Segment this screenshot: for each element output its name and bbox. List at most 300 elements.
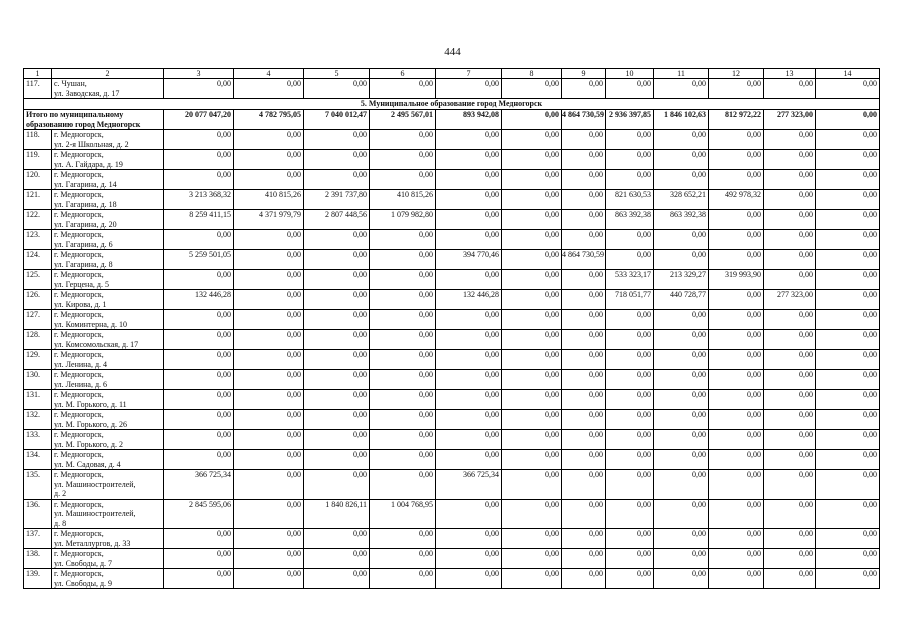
table-row	[24, 190, 880, 210]
amount-cell: 0,00	[816, 549, 880, 569]
row-index: 138.	[24, 549, 52, 569]
amount-cell: 0,00	[304, 549, 370, 569]
address-line: г. Медногорск,	[54, 430, 104, 439]
amount-cell: 0,00	[502, 250, 562, 270]
amount-cell: 0,00	[764, 230, 816, 250]
amount-cell: 0,00	[562, 79, 606, 99]
amount-cell: 0,00	[654, 549, 709, 569]
amount-cell: 4 864 730,59	[562, 250, 606, 270]
amount-cell: 0,00	[562, 150, 606, 170]
amount-cell: 0,00	[436, 210, 502, 230]
row-index: 134.	[24, 450, 52, 470]
amount-cell: 5 259 501,05	[164, 250, 234, 270]
amount-cell: 8 259 411,15	[164, 210, 234, 230]
address-line: г. Медногорск,	[54, 569, 104, 578]
amount-cell: 0,00	[234, 450, 304, 470]
amount-cell: 0,00	[436, 569, 502, 589]
amount-cell: 0,00	[370, 450, 436, 470]
amount-cell: 0,00	[234, 390, 304, 410]
amount-cell: 0,00	[606, 250, 654, 270]
amount-cell: 0,00	[436, 430, 502, 450]
amount-cell: 0,00	[764, 310, 816, 330]
amount-cell: 0,00	[764, 569, 816, 589]
amount-cell: 492 978,32	[709, 190, 764, 210]
amount-cell: 0,00	[436, 370, 502, 390]
amount-cell: 0,00	[709, 569, 764, 589]
amount-cell: 1 840 826,11	[304, 499, 370, 529]
amount-cell: 0,00	[764, 79, 816, 99]
address-line: г. Медногорск,	[54, 499, 104, 509]
amount-cell: 366 725,34	[164, 470, 234, 500]
amount-cell: 0,00	[709, 430, 764, 450]
amount-cell: 0,00	[436, 170, 502, 190]
column-number: 12	[709, 69, 764, 79]
address-line: г. Медногорск,	[54, 310, 104, 319]
amount-cell: 0,00	[816, 250, 880, 270]
amount-cell: 0,00	[709, 150, 764, 170]
amount-cell: 0,00	[234, 250, 304, 270]
total-amount-cell: 7 040 012,47	[304, 110, 370, 130]
total-amount-cell: 277 323,00	[764, 110, 816, 130]
amount-cell: 0,00	[370, 390, 436, 410]
amount-cell: 0,00	[370, 430, 436, 450]
amount-cell: 0,00	[562, 230, 606, 250]
amount-cell: 0,00	[764, 270, 816, 290]
amount-cell: 0,00	[436, 79, 502, 99]
amount-cell: 0,00	[370, 350, 436, 370]
table-row	[24, 390, 880, 410]
amount-cell: 0,00	[304, 230, 370, 250]
amount-cell: 0,00	[234, 270, 304, 290]
amount-cell: 0,00	[654, 150, 709, 170]
amount-cell: 0,00	[764, 450, 816, 470]
amount-cell: 0,00	[562, 330, 606, 350]
amount-cell: 0,00	[709, 370, 764, 390]
amount-cell: 0,00	[562, 499, 606, 529]
amount-cell: 0,00	[234, 150, 304, 170]
amount-cell: 0,00	[436, 130, 502, 150]
amount-cell: 0,00	[654, 330, 709, 350]
amount-cell: 319 993,90	[709, 270, 764, 290]
amount-cell: 0,00	[654, 410, 709, 430]
column-number: 7	[436, 69, 502, 79]
amount-cell: 0,00	[164, 330, 234, 350]
amount-cell: 277 323,00	[764, 290, 816, 310]
amount-cell: 0,00	[562, 210, 606, 230]
address-line: г. Медногорск,	[54, 290, 104, 299]
address-line: ул. Гагарина, д. 8	[54, 259, 113, 269]
row-index: 124.	[24, 250, 52, 270]
address-cell	[52, 450, 164, 470]
amount-cell: 0,00	[234, 350, 304, 370]
amount-cell: 0,00	[304, 450, 370, 470]
address-cell	[52, 79, 164, 99]
amount-cell: 0,00	[436, 150, 502, 170]
amount-cell: 0,00	[502, 499, 562, 529]
amount-cell: 0,00	[606, 170, 654, 190]
address-line: ул. Гагарина, д. 14	[54, 179, 117, 189]
amount-cell: 0,00	[709, 450, 764, 470]
amount-cell: 0,00	[816, 499, 880, 529]
amount-cell: 863 392,38	[654, 210, 709, 230]
address-line: ул. Ленина, д. 4	[54, 359, 108, 369]
amount-cell: 0,00	[164, 370, 234, 390]
page-number: 444	[444, 46, 461, 58]
total-amount-cell: 893 942,08	[436, 110, 502, 130]
row-index: 123.	[24, 230, 52, 250]
address-cell	[52, 350, 164, 370]
address-line: ул. Гагарина, д. 6	[54, 239, 113, 249]
address-line: д. 8	[54, 518, 67, 528]
row-index: 137.	[24, 529, 52, 549]
amount-cell: 0,00	[304, 410, 370, 430]
amount-cell: 0,00	[502, 549, 562, 569]
amount-cell: 0,00	[816, 310, 880, 330]
amount-cell: 0,00	[234, 310, 304, 330]
amount-cell: 0,00	[436, 330, 502, 350]
amount-cell: 0,00	[562, 270, 606, 290]
address-line: г. Медногорск,	[54, 150, 104, 159]
amount-cell: 0,00	[370, 130, 436, 150]
address-line: ул. Машиностроителей,	[54, 479, 136, 489]
amount-cell: 0,00	[370, 330, 436, 350]
address-cell	[52, 290, 164, 310]
amount-cell: 0,00	[606, 310, 654, 330]
amount-cell: 0,00	[234, 290, 304, 310]
address-cell	[52, 370, 164, 390]
column-number: 1	[24, 69, 52, 79]
amount-cell: 0,00	[606, 390, 654, 410]
column-number: 5	[304, 69, 370, 79]
address-line: д. 2	[54, 489, 67, 498]
amount-cell: 0,00	[164, 270, 234, 290]
amount-cell: 0,00	[654, 79, 709, 99]
amount-cell: 0,00	[234, 529, 304, 549]
address-cell	[52, 330, 164, 350]
total-amount-cell: 2 495 567,01	[370, 110, 436, 130]
row-index: 135.	[24, 470, 52, 500]
amount-cell: 0,00	[370, 529, 436, 549]
amount-cell: 0,00	[709, 350, 764, 370]
amount-cell: 0,00	[764, 250, 816, 270]
amount-cell: 0,00	[764, 190, 816, 210]
amount-cell: 0,00	[234, 549, 304, 569]
address-cell	[52, 150, 164, 170]
amount-cell: 410 815,26	[370, 190, 436, 210]
amount-cell: 0,00	[370, 410, 436, 430]
total-amount-cell: 1 846 102,63	[654, 110, 709, 130]
column-number: 13	[764, 69, 816, 79]
amount-cell: 0,00	[709, 529, 764, 549]
amount-cell: 1 079 982,80	[370, 210, 436, 230]
data-table	[23, 68, 880, 589]
address-line: ул. Гагарина, д. 20	[54, 219, 117, 229]
address-line: г. Медногорск,	[54, 410, 104, 419]
amount-cell: 0,00	[654, 529, 709, 549]
amount-cell: 0,00	[654, 350, 709, 370]
table-row	[24, 499, 880, 529]
table-row	[24, 130, 880, 150]
column-number: 9	[562, 69, 606, 79]
amount-cell: 0,00	[304, 270, 370, 290]
amount-cell: 0,00	[709, 250, 764, 270]
amount-cell: 0,00	[234, 230, 304, 250]
address-cell	[52, 190, 164, 210]
amount-cell: 0,00	[370, 79, 436, 99]
amount-cell: 0,00	[709, 310, 764, 330]
address-line: г. Медногорск,	[54, 330, 104, 339]
amount-cell: 0,00	[562, 130, 606, 150]
amount-cell: 0,00	[764, 130, 816, 150]
address-cell	[52, 499, 164, 529]
amount-cell: 0,00	[709, 130, 764, 150]
amount-cell: 0,00	[304, 170, 370, 190]
amount-cell: 0,00	[164, 569, 234, 589]
total-amount-cell: 4 782 795,05	[234, 110, 304, 130]
amount-cell: 0,00	[606, 370, 654, 390]
amount-cell: 0,00	[606, 549, 654, 569]
amount-cell: 0,00	[502, 370, 562, 390]
amount-cell: 2 845 595,06	[164, 499, 234, 529]
amount-cell: 0,00	[502, 210, 562, 230]
amount-cell: 0,00	[816, 210, 880, 230]
amount-cell: 0,00	[654, 390, 709, 410]
amount-cell: 0,00	[436, 529, 502, 549]
address-line: ул. А. Гайдара, д. 19	[54, 159, 123, 169]
column-number: 6	[370, 69, 436, 79]
amount-cell: 0,00	[370, 470, 436, 500]
amount-cell: 718 051,77	[606, 290, 654, 310]
address-line: ул. М. Горького, д. 26	[54, 419, 127, 429]
address-line: ул. Гагарина, д. 18	[54, 199, 117, 209]
amount-cell: 0,00	[370, 370, 436, 390]
amount-cell: 2 807 448,56	[304, 210, 370, 230]
address-line: г. Медногорск,	[54, 270, 104, 279]
amount-cell: 0,00	[502, 290, 562, 310]
amount-cell: 0,00	[816, 450, 880, 470]
row-index: 136.	[24, 499, 52, 529]
amount-cell: 0,00	[436, 270, 502, 290]
address-cell	[52, 210, 164, 230]
amount-cell: 0,00	[502, 470, 562, 500]
amount-cell: 0,00	[764, 150, 816, 170]
amount-cell: 0,00	[562, 569, 606, 589]
address-line: г. Медногорск,	[54, 230, 104, 239]
amount-cell: 0,00	[234, 410, 304, 430]
address-line: ул. Комсомольская, д. 17	[54, 339, 139, 349]
address-line: г. Медногорск,	[54, 210, 104, 219]
amount-cell: 1 004 768,95	[370, 499, 436, 529]
amount-cell: 0,00	[562, 470, 606, 500]
amount-cell: 0,00	[234, 470, 304, 500]
amount-cell: 0,00	[502, 190, 562, 210]
amount-cell: 0,00	[304, 250, 370, 270]
amount-cell: 0,00	[164, 410, 234, 430]
amount-cell: 366 725,34	[436, 470, 502, 500]
address-line: г. Медногорск,	[54, 250, 104, 259]
amount-cell: 0,00	[370, 150, 436, 170]
address-line: г. Медногорск,	[54, 130, 104, 139]
table-row	[24, 370, 880, 390]
amount-cell: 0,00	[654, 470, 709, 500]
amount-cell: 4 371 979,79	[234, 210, 304, 230]
amount-cell: 0,00	[370, 170, 436, 190]
amount-cell: 0,00	[816, 290, 880, 310]
amount-cell: 0,00	[304, 310, 370, 330]
amount-cell: 821 630,53	[606, 190, 654, 210]
amount-cell: 0,00	[304, 529, 370, 549]
table-row	[24, 410, 880, 430]
amount-cell: 0,00	[304, 390, 370, 410]
amount-cell: 0,00	[606, 529, 654, 549]
amount-cell: 0,00	[654, 370, 709, 390]
amount-cell: 0,00	[304, 79, 370, 99]
column-number: 14	[816, 69, 880, 79]
table-row	[24, 250, 880, 270]
amount-cell: 0,00	[502, 170, 562, 190]
amount-cell: 0,00	[606, 330, 654, 350]
amount-cell: 0,00	[654, 230, 709, 250]
table-row	[24, 470, 880, 500]
amount-cell: 0,00	[606, 569, 654, 589]
row-index: 130.	[24, 370, 52, 390]
amount-cell: 0,00	[709, 499, 764, 529]
amount-cell: 0,00	[436, 390, 502, 410]
amount-cell: 0,00	[654, 450, 709, 470]
row-index: 121.	[24, 190, 52, 210]
address-cell	[52, 390, 164, 410]
amount-cell: 0,00	[606, 79, 654, 99]
address-line: ул. М. Садовая, д. 4	[54, 459, 121, 469]
amount-cell: 0,00	[606, 230, 654, 250]
amount-cell: 0,00	[502, 150, 562, 170]
amount-cell: 0,00	[164, 310, 234, 330]
amount-cell: 0,00	[502, 410, 562, 430]
amount-cell: 0,00	[370, 270, 436, 290]
amount-cell: 0,00	[816, 270, 880, 290]
amount-cell: 0,00	[562, 549, 606, 569]
amount-cell: 0,00	[606, 410, 654, 430]
table-body	[24, 69, 880, 589]
amount-cell: 0,00	[816, 370, 880, 390]
amount-cell: 0,00	[502, 130, 562, 150]
amount-cell: 0,00	[606, 350, 654, 370]
amount-cell: 0,00	[502, 430, 562, 450]
address-line: ул. Свободы, д. 9	[54, 578, 113, 588]
address-line: г. Медногорск,	[54, 170, 104, 179]
amount-cell: 0,00	[709, 330, 764, 350]
amount-cell: 410 815,26	[234, 190, 304, 210]
row-index: 126.	[24, 290, 52, 310]
amount-cell: 0,00	[304, 150, 370, 170]
amount-cell: 2 391 737,80	[304, 190, 370, 210]
amount-cell: 213 329,27	[654, 270, 709, 290]
address-line: ул. 2-я Школьная, д. 2	[54, 139, 129, 149]
amount-cell: 0,00	[164, 549, 234, 569]
amount-cell: 0,00	[502, 230, 562, 250]
amount-cell: 0,00	[606, 499, 654, 529]
amount-cell: 0,00	[436, 499, 502, 529]
row-index: 117.	[24, 79, 52, 99]
amount-cell: 0,00	[764, 370, 816, 390]
row-index: 133.	[24, 430, 52, 450]
amount-cell: 0,00	[562, 190, 606, 210]
table-row	[24, 270, 880, 290]
amount-cell: 0,00	[764, 210, 816, 230]
amount-cell: 0,00	[816, 190, 880, 210]
amount-cell: 0,00	[234, 569, 304, 589]
amount-cell: 0,00	[436, 410, 502, 430]
amount-cell: 0,00	[764, 470, 816, 500]
column-number: 10	[606, 69, 654, 79]
amount-cell: 0,00	[816, 529, 880, 549]
amount-cell: 0,00	[502, 390, 562, 410]
address-line: г. Медногорск,	[54, 470, 104, 479]
amount-cell: 0,00	[562, 170, 606, 190]
amount-cell: 0,00	[502, 450, 562, 470]
amount-cell: 0,00	[164, 130, 234, 150]
amount-cell: 0,00	[502, 310, 562, 330]
amount-cell: 0,00	[436, 230, 502, 250]
total-amount-cell: 0,00	[502, 110, 562, 130]
amount-cell: 0,00	[606, 430, 654, 450]
amount-cell: 0,00	[816, 410, 880, 430]
amount-cell: 0,00	[764, 549, 816, 569]
address-cell	[52, 250, 164, 270]
address-line: г. Медногорск,	[54, 450, 104, 459]
amount-cell: 0,00	[562, 410, 606, 430]
table-row	[24, 79, 880, 99]
amount-cell: 0,00	[234, 170, 304, 190]
total-amount-cell: 4 864 730,59	[562, 110, 606, 130]
amount-cell: 0,00	[164, 450, 234, 470]
address-line: г. Медногорск,	[54, 370, 104, 379]
address-cell	[52, 410, 164, 430]
amount-cell: 0,00	[816, 150, 880, 170]
amount-cell: 0,00	[370, 230, 436, 250]
amount-cell: 0,00	[436, 549, 502, 569]
address-cell	[52, 170, 164, 190]
amount-cell: 0,00	[436, 350, 502, 370]
amount-cell: 0,00	[436, 450, 502, 470]
amount-cell: 0,00	[436, 310, 502, 330]
total-amount-cell: 0,00	[816, 110, 880, 130]
amount-cell: 0,00	[816, 130, 880, 150]
amount-cell: 0,00	[816, 390, 880, 410]
row-index: 128.	[24, 330, 52, 350]
amount-cell: 0,00	[304, 370, 370, 390]
row-index: 127.	[24, 310, 52, 330]
amount-cell: 0,00	[234, 130, 304, 150]
amount-cell: 0,00	[816, 470, 880, 500]
address-line: ул. М. Горького, д. 11	[54, 399, 127, 409]
amount-cell: 0,00	[709, 390, 764, 410]
address-line: г. Медногорск,	[54, 549, 104, 558]
column-number: 11	[654, 69, 709, 79]
address-cell	[52, 270, 164, 290]
amount-cell: 0,00	[234, 430, 304, 450]
amount-cell: 0,00	[606, 470, 654, 500]
address-line: г. Медногорск,	[54, 529, 104, 538]
amount-cell: 0,00	[370, 310, 436, 330]
amount-cell: 0,00	[164, 529, 234, 549]
row-index: 131.	[24, 390, 52, 410]
amount-cell: 0,00	[562, 390, 606, 410]
address-cell	[52, 529, 164, 549]
address-cell	[52, 430, 164, 450]
amount-cell: 0,00	[370, 549, 436, 569]
amount-cell: 0,00	[654, 430, 709, 450]
